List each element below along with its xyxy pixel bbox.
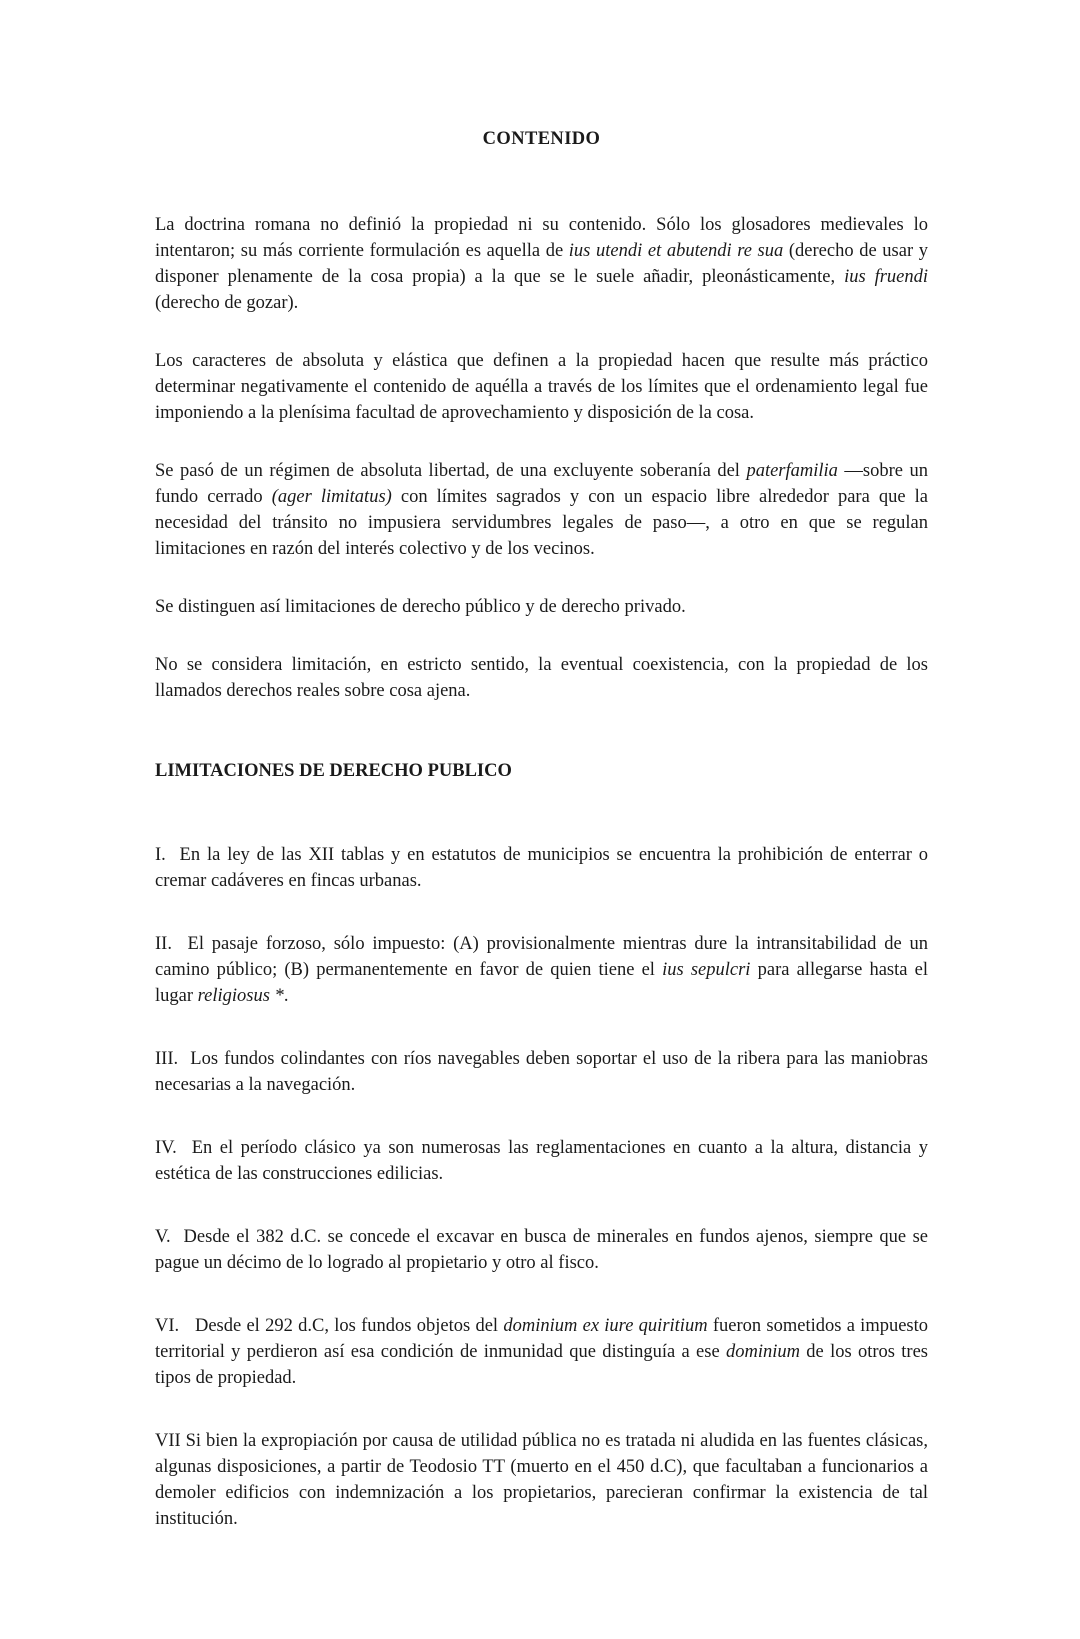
section-heading: LIMITACIONES DE DERECHO PUBLICO (155, 761, 512, 781)
text-run: —sobre un fundo cerrado (155, 461, 928, 507)
text-run: VII Si bien la expropiación por causa de utilidad pública no es tratada ni aludida en las fuentes clásicas, algunas disposiciones, a partir de Teodosio TT (muerto en el 450 d.C), que facultaban a funcionarios a demoler edificios con indemnización a los propietarios, parecieran confirmar la existencia de tal institución. (155, 1431, 928, 1529)
section-item-5 (155, 1224, 928, 1276)
text-run: III. Los fundos colindantes con ríos navegables deben soportar el uso de la ribera para las maniobras necesarias a la navegación. (155, 1049, 928, 1095)
italic-text-run: religiosus * (197, 986, 284, 1006)
paragraph-5 (155, 652, 928, 704)
text-run: Se distinguen así limitaciones de derecho público y de derecho privado. (155, 597, 686, 617)
text-run: II. El pasaje forzoso, sólo impuesto: (A) provisionalmente mientras dure la intransitabilidad de un camino público; (B) permanentemente en favor de quien tiene el (155, 934, 928, 980)
italic-text-run: dominium (725, 1342, 800, 1362)
italic-text-run: ius utendi et abutendi re sua (568, 241, 784, 261)
paragraph-4 (155, 594, 928, 620)
section-item-3 (155, 1046, 928, 1098)
text-run: Los caracteres de absoluta y elástica que definen a la propiedad hacen que resulte más práctico determinar negativamente el contenido de aquélla a través de los límites que el ordenamiento legal fue imponiendo a la plenísima facultad de aprovechamiento y disposición de la cosa. (155, 351, 928, 423)
text-run: para allegarse hasta el lugar (155, 960, 928, 1006)
italic-text-run: dominium ex iure quiritium (503, 1316, 708, 1336)
paragraph-1 (155, 212, 928, 316)
text-run: con límites sagrados y con un espacio libre alrededor para que la necesidad del tránsito no impusiera servidumbres legales de paso—, a otro en que se regulan limitaciones en razón del interés colectivo y de los vecinos. (155, 487, 928, 559)
text-run: de los otros tres tipos de propiedad. (155, 1342, 928, 1388)
italic-text-run: ius sepulcri (662, 960, 751, 980)
text-run: . (283, 986, 289, 1006)
document-title: CONTENIDO (482, 129, 601, 149)
section-item-7 (155, 1428, 928, 1532)
section-item-1 (155, 842, 928, 894)
text-run: La doctrina romana no definió la propiedad ni su contenido. Sólo los glosadores medievales lo intentaron; su más corriente formulación es aquella de (155, 215, 928, 261)
text-run: I. En la ley de las XII tablas y en estatutos de municipios se encuentra la prohibición de enterrar o cremar cadáveres en fincas urbanas. (155, 845, 928, 891)
italic-text-run: (ager limitatus) (271, 487, 392, 507)
text-run: fueron sometidos a impuesto territorial y perdieron así esa condición de inmunidad que distinguía a ese (155, 1316, 929, 1362)
text-run: Se pasó de un régimen de absoluta libertad, de una excluyente soberanía del (155, 461, 747, 481)
section-item-4 (155, 1135, 928, 1187)
text-run: No se considera limitación, en estricto sentido, la eventual coexistencia, con la propiedad de los llamados derechos reales sobre cosa ajena. (155, 655, 928, 701)
italic-text-run: ius fruendi (844, 267, 929, 287)
text-run: IV. En el período clásico ya son numerosas las reglamentaciones en cuanto a la altura, distancia y estética de las construcciones edilicias. (155, 1138, 928, 1184)
text-run: (derecho de gozar). (155, 293, 299, 313)
paragraph-3 (155, 458, 928, 562)
text-run: (derecho de usar y disponer plenamente de la cosa propia) a la que se le suele añadir, pleonásticamente, (155, 241, 928, 287)
section-item-6 (155, 1313, 928, 1391)
section-item-2 (155, 931, 928, 1009)
italic-text-run: paterfamilia (746, 461, 838, 481)
paragraph-2 (155, 348, 928, 426)
text-run: V. Desde el 382 d.C. se concede el excavar en busca de minerales en fundos ajenos, siempre que se pague un décimo de lo logrado al propietario y otro al fisco. (155, 1227, 928, 1273)
text-run: VI. Desde el 292 d.C, los fundos objetos del (155, 1316, 504, 1336)
